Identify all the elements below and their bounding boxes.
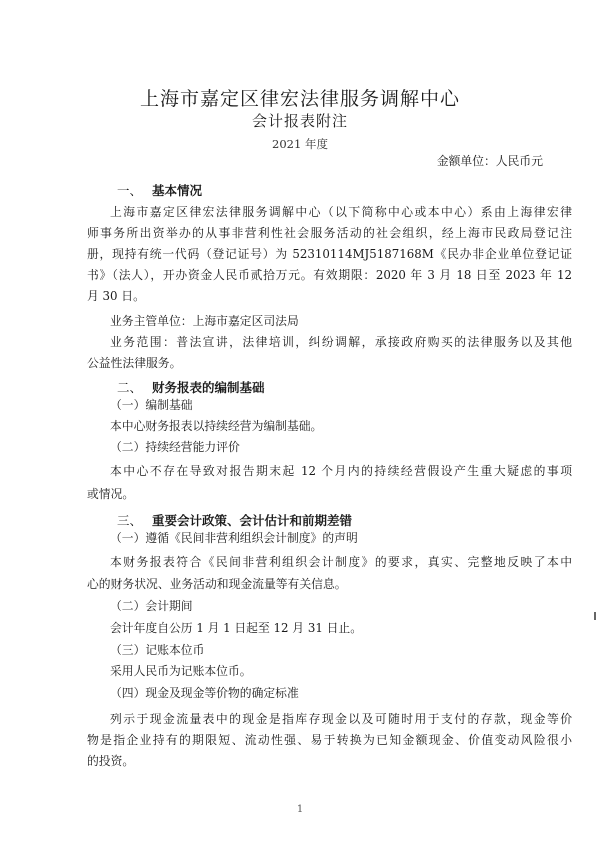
subsection-2-1-body: 本中心财务报表以持续经营为编制基础。: [110, 419, 323, 433]
org-title: 上海市嘉定区律宏法律服务调解中心: [139, 88, 460, 110]
section-1-number: 一、: [117, 183, 143, 198]
scan-margin-mark: [594, 612, 596, 620]
basic-info-line-5: 月 30 日。: [87, 289, 145, 303]
doc-title: 会计报表附注: [251, 112, 348, 130]
subsection-3-3-body: 采用人民币为记账本位币。: [110, 664, 252, 678]
page-number: 1: [296, 804, 304, 815]
subsection-2-2-body-line-1: 本中心不存在导致对报告期末起 12 个月内的持续经营假设产生重大疑虑的事项: [110, 464, 572, 478]
section-3-title: 重要会计政策、会计估计和前期差错: [152, 513, 353, 528]
subsection-3-1-body-line-2: 心的财务状况、业务活动和现金流量等有关信息。: [87, 577, 347, 591]
report-year: 2021 年度: [272, 137, 328, 151]
subsection-2-2-title: （二）持续经营能力评价: [110, 440, 240, 454]
section-3-number: 三、: [117, 513, 143, 528]
subsection-2-1-title: （一）编制基础: [110, 398, 193, 412]
subsection-3-2-title: （二）会计期间: [110, 599, 193, 613]
currency-unit: 金额单位：人民币元: [436, 154, 543, 168]
subsection-3-2-body: 会计年度自公历 1 月 1 日起至 12 月 31 日止。: [110, 621, 362, 635]
section-2-number: 二、: [117, 380, 143, 395]
basic-info-line-1: 上海市嘉定区律宏法律服务调解中心（以下简称中心或本中心）系由上海律宏律: [110, 205, 572, 219]
business-scope-line-2: 公益性法律服务。: [87, 356, 182, 370]
subsection-3-4-body-line-2: 物是指企业持有的期限短、流动性强、易于转换为已知金额现金、价值变动风险很小: [87, 733, 572, 747]
basic-info-line-3: 册，现持有统一代码（登记证号）为 52310114MJ5187168M《民办非企业单位登记证: [87, 247, 572, 261]
basic-info-line-4: 书》（法人），开办资金人民币贰拾万元。有效期限：2020 年 3 月 18 日至 2023 年 12: [87, 268, 572, 282]
basic-info-line-2: 师事务所出资举办的从事非营利性社会服务活动的社会组织，经上海市民政局登记注: [87, 226, 572, 240]
subsection-3-4-title: （四）现金及现金等价物的确定标准: [110, 686, 299, 700]
subsection-3-4-body-line-1: 列示于现金流量表中的现金是指库存现金以及可随时用于支付的存款，现金等价: [110, 712, 572, 726]
section-1-title: 基本情况: [152, 183, 203, 198]
subsection-2-2-body-line-2: 或情况。: [87, 487, 135, 501]
subsection-3-4-body-line-3: 的投资。: [87, 754, 135, 768]
subsection-3-1-title: （一）遵循《民间非营利组织会计制度》的声明: [110, 531, 358, 545]
subsection-3-3-title: （三）记账本位币: [110, 643, 205, 657]
section-2-title: 财务报表的编制基础: [152, 380, 265, 395]
supervisor-line: 业务主管单位：上海市嘉定区司法局: [110, 314, 299, 328]
subsection-3-1-body-line-1: 本财务报表符合《民间非营利组织会计制度》的要求，真实、完整地反映了本中: [110, 555, 572, 569]
business-scope-line-1: 业务范围：普法宣讲，法律培训，纠纷调解，承接政府购买的法律服务以及其他: [110, 335, 572, 349]
